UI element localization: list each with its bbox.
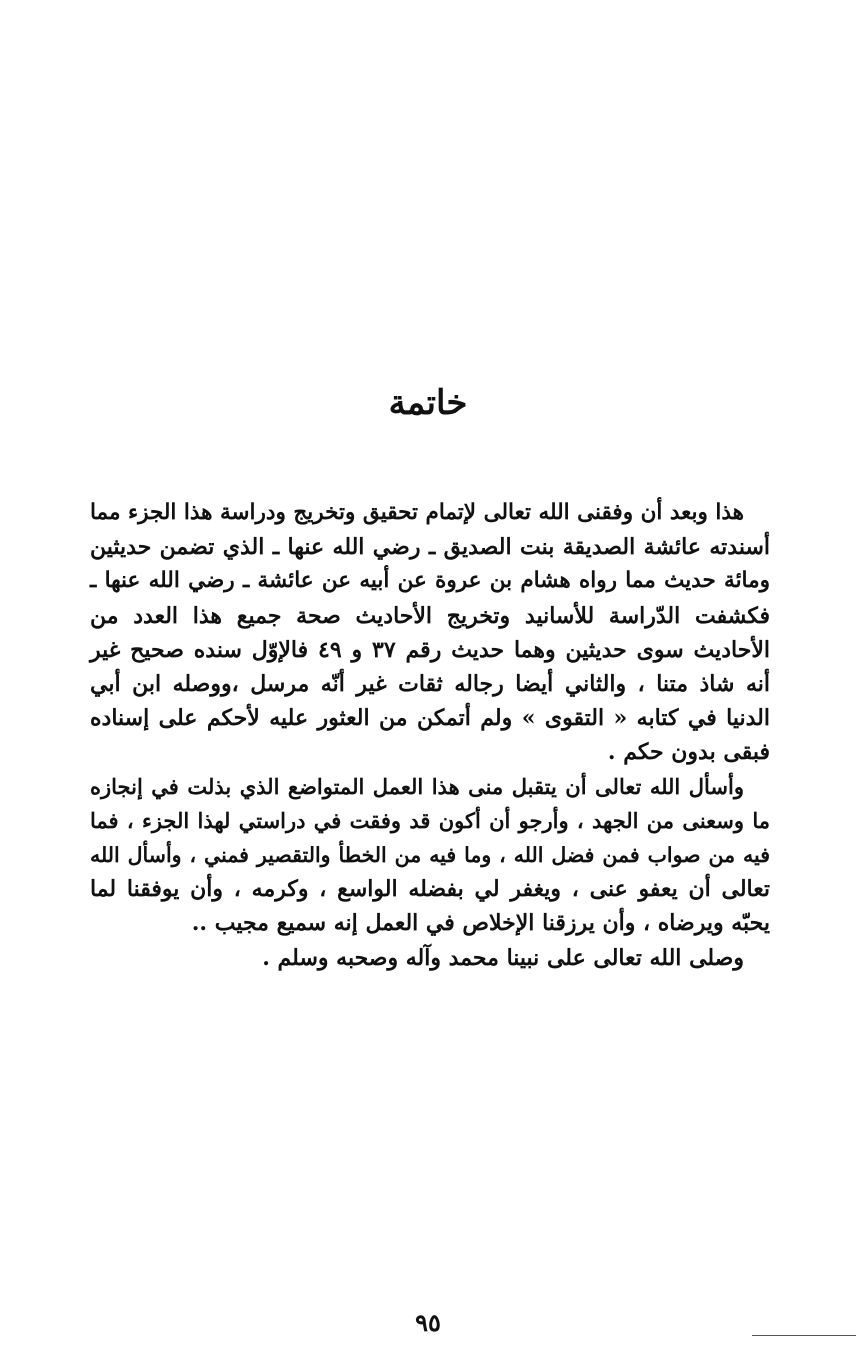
paragraph-2 — [90, 770, 770, 941]
paragraph-3 — [90, 941, 770, 975]
text-line: الدنيا في كتابه « التقوى » ولم أتمكن من العثور عليه لأحكم على إسناده — [90, 705, 770, 732]
text-line: فكشفت الدّراسة للأسانيد وتخريج الأحاديث صحة جميع هذا العدد من — [90, 602, 770, 629]
paragraph-1 — [90, 496, 770, 770]
text-line: تعالى أن يعفو عنى ، ويغفر لي بفضله الواسع ، وكرمه ، وأن يوفقنا لما — [90, 876, 770, 903]
page-number: ٩٥ — [415, 1308, 441, 1337]
page-title: خاتمة — [388, 383, 468, 423]
text-line: فبقى بدون حكم . — [607, 739, 770, 766]
text-line: وصلى الله تعالى على نبينا محمد وآله وصحبه وسلم . — [262, 944, 744, 971]
footer-rule — [752, 1335, 856, 1336]
body-text — [90, 496, 770, 975]
text-line: الأحاديث سوى حديثين وهما حديث رقم ٣٧ و ٤٩ فالإوّل سنده صحيح غير — [90, 636, 770, 663]
text-line: ومائة حديث مما رواه هشام بن عروة عن أبيه عن عائشة ـ رضي الله عنها ـ — [90, 568, 770, 594]
text-line: يحبّه ويرضاه ، وأن يرزقنا الإخلاص في العمل إنه سميع مجيب .. — [191, 910, 770, 937]
text-line: فيه من صواب فمن فضل الله ، وما فيه من الخطأ والتقصير فمني ، وأسأل الله — [90, 843, 770, 868]
text-line: وأسأل الله تعالى أن يتقبل منى هذا العمل المتواضع الذي بذلت في إنجازه — [90, 773, 744, 799]
text-line: أسندته عائشة الصديقة بنت الصديق ـ رضي الله عنها ـ الذي تضمن حديثين — [90, 534, 770, 561]
text-line: هذا وبعد أن وفقنى الله تعالى لإتمام تحقيق وتخريج ودراسة هذا الجزء مما — [90, 500, 744, 525]
text-line: أنه شاذ متنا ، والثاني أيضا رجاله ثقات غير أنّه مرسل ،ووصله ابن أبي — [90, 671, 770, 698]
text-line: ما وسعنى من الجهد ، وأرجو أن أكون قد وفقت في دراستي لهذا الجزء ، فما — [90, 807, 770, 833]
